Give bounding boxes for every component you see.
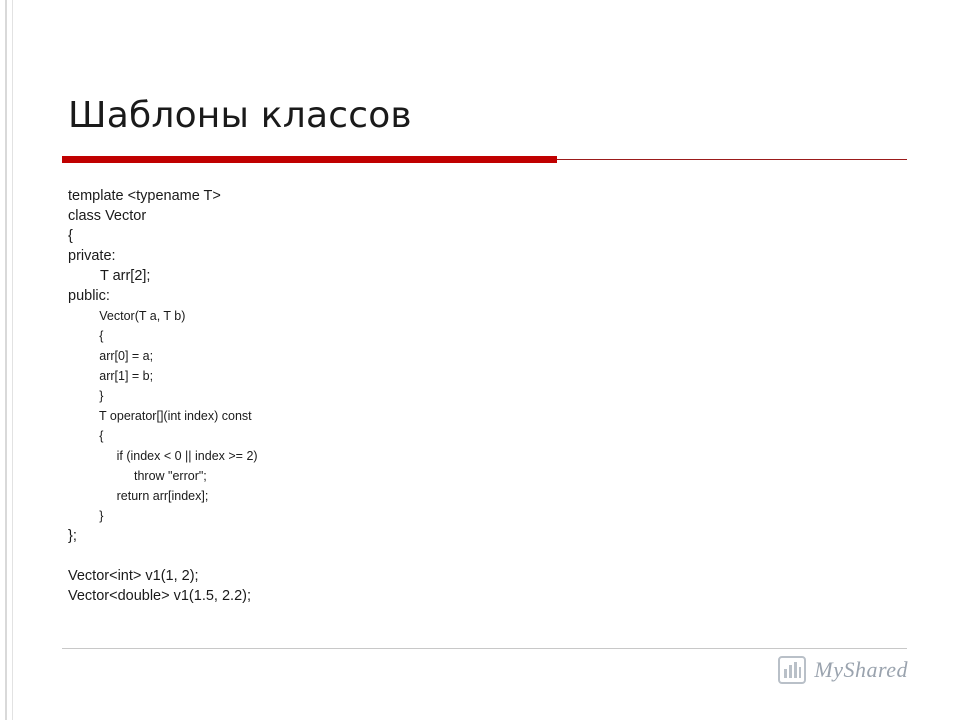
code-line: arr[1] = b; — [68, 369, 154, 383]
footer-logo-text: MyShared — [814, 657, 908, 682]
code-line: arr[0] = a; — [68, 349, 154, 363]
slide-left-margin-bar — [0, 0, 13, 720]
title-divider-thick — [62, 156, 557, 163]
code-line: public: — [68, 288, 110, 304]
code-line: if (index < 0 || index >= 2) — [68, 449, 258, 463]
code-line: } — [68, 389, 104, 403]
code-line: { — [68, 228, 73, 244]
code-line: return arr[index]; — [68, 489, 209, 503]
code-line: Vector<double> v1(1.5, 2.2); — [68, 588, 251, 604]
code-line: T operator[](int index) const — [68, 409, 252, 423]
code-line: private: — [68, 248, 116, 264]
code-line: Vector<int> v1(1, 2); — [68, 568, 199, 584]
footer-divider — [62, 648, 907, 649]
code-line: { — [68, 329, 104, 343]
code-line: class Vector — [68, 208, 147, 224]
code-line: } — [68, 509, 104, 523]
code-line — [68, 546, 888, 566]
code-line: { — [68, 429, 104, 443]
code-line: }; — [68, 528, 77, 544]
code-line: Vector(T a, T b) — [68, 309, 186, 323]
title-divider — [62, 156, 907, 164]
page-title: Шаблоны классов — [68, 95, 412, 136]
myshared-logo-icon — [778, 656, 806, 684]
code-line: throw "error"; — [68, 469, 207, 483]
slide-left-margin-line — [5, 0, 7, 720]
code-block — [68, 186, 888, 606]
code-line: template <typename T> — [68, 188, 221, 204]
footer-logo — [778, 656, 908, 684]
code-line: T arr[2]; — [68, 268, 151, 284]
